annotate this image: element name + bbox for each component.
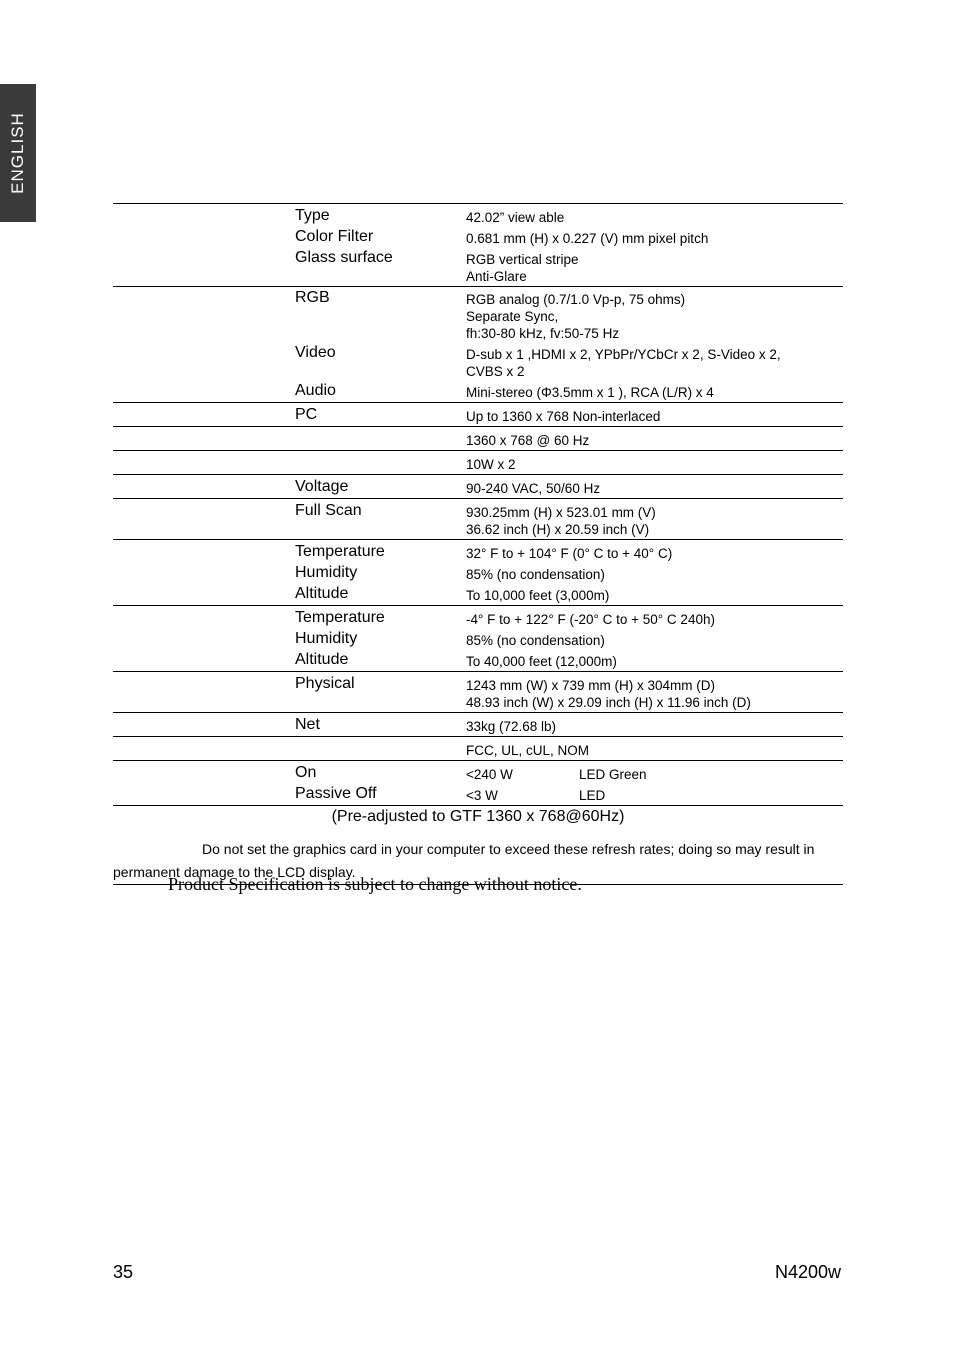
spec-value: To 10,000 feet (3,000m) [466,588,610,603]
subject-to-change-note: Product Specification is subject to change without notice. [168,874,582,894]
spec-row [113,499,843,540]
spec-value: 1360 x 768 @ 60 Hz [466,433,590,448]
spec-value: 85% (no condensation) [466,567,605,582]
spec-values [466,289,843,342]
spec-label: Full Scan [295,502,362,519]
spec-label: RGB [295,289,330,306]
spec-values [466,564,843,583]
spec-row [113,427,843,451]
spec-line [113,764,843,783]
spec-row [113,204,843,287]
spec-label: Glass surface [295,249,393,266]
spec-values [466,430,843,449]
spec-values [466,785,843,804]
spec-value: 1243 mm (W) x 739 mm (H) x 304mm (D) [466,678,716,693]
spec-values [466,228,843,247]
spec-label: Type [295,207,330,224]
spec-row [113,287,843,403]
spec-line [113,740,843,759]
spec-label: Altitude [295,585,349,602]
spec-label: Passive Off [295,785,377,802]
spec-line [113,289,843,342]
spec-line [113,430,843,449]
spec-value: 930.25mm (H) x 523.01 mm (V) [466,505,656,520]
spec-value: RGB vertical stripe [466,252,579,267]
spec-value: <240 W [466,767,513,782]
spec-value: 33kg (72.68 lb) [466,719,557,734]
spec-row [113,451,843,475]
spec-label: On [295,764,317,781]
spec-value: Mini-stereo (Φ3.5mm x 1 ), RCA (L/R) x 4 [466,385,714,400]
spec-line [113,249,843,285]
spec-label: Audio [295,382,336,399]
spec-label: Physical [295,675,355,692]
spec-value: 90-240 VAC, 50/60 Hz [466,481,601,496]
spec-row [113,475,843,499]
spec-label: Voltage [295,478,349,495]
spec-values [466,478,843,497]
spec-value: 42.02” view able [466,210,565,225]
spec-value: To 40,000 feet (12,000m) [466,654,617,669]
spec-values [466,543,843,562]
spec-line [113,406,843,425]
spec-value: Up to 1360 x 768 Non-interlaced [466,409,661,424]
spec-line [113,630,843,649]
spec-value: 36.62 inch (H) x 20.59 inch (V) [466,522,650,537]
spec-line [113,502,843,538]
spec-values [466,382,843,401]
spec-values [466,675,843,711]
spec-values [466,344,843,380]
spec-label: Temperature [295,609,385,626]
spec-values [466,716,843,735]
spec-line [113,543,843,562]
spec-line [113,716,843,735]
spec-line [113,228,843,247]
spec-row [113,672,843,713]
spec-line [113,609,843,628]
spec-values [466,502,843,538]
spec-row [113,403,843,427]
spec-values [466,454,843,473]
spec-row [113,540,843,606]
spec-values [466,585,843,604]
spec-value-led: LED Green [579,767,647,782]
spec-label: Temperature [295,543,385,560]
spec-line [113,675,843,711]
spec-label: Humidity [295,564,358,581]
spec-value: <3 W [466,788,498,803]
spec-line [113,564,843,583]
spec-label: Color Filter [295,228,374,245]
spec-label: Altitude [295,651,349,668]
spec-line [113,785,843,804]
spec-value: fh:30-80 kHz, fv:50-75 Hz [466,326,620,341]
page-number: 35 [113,1262,134,1282]
spec-value: Separate Sync, [466,309,559,324]
spec-value: Anti-Glare [466,269,527,284]
spec-values [466,651,843,670]
spec-value: RGB analog (0.7/1.0 Vp-p, 75 ohms) [466,292,686,307]
spec-value: 32° F to + 104° F (0° C to + 40° C) [466,546,673,561]
spec-value: CVBS x 2 [466,364,525,379]
spec-values [466,406,843,425]
warning-line-2: permanent damage to the LCD display. [113,864,356,880]
spec-line [113,382,843,401]
spec-table [113,203,843,885]
spec-line [113,344,843,380]
model-name: N4200w [774,1262,841,1282]
spec-value: 48.93 inch (W) x 29.09 inch (H) x 11.96 inch (D) [466,695,751,710]
spec-value-led: LED [579,788,606,803]
spec-row [113,737,843,761]
spec-values [466,207,843,226]
spec-label: PC [295,406,318,423]
language-tab-label: ENGLISH [8,112,27,194]
warning-line-1: Do not set the graphics card in your computer to exceed these refresh rates; doing so may result in [202,841,815,857]
spec-values [466,740,843,759]
spec-label: Net [295,716,320,733]
spec-row [113,761,843,806]
language-tab [0,84,36,222]
spec-line [113,478,843,497]
spec-values [466,249,843,285]
spec-values [466,764,843,783]
spec-line [113,454,843,473]
spec-label: Humidity [295,630,358,647]
spec-label: Video [295,344,336,361]
spec-values [466,630,843,649]
spec-row [113,606,843,672]
spec-value: 0.681 mm (H) x 0.227 (V) mm pixel pitch [466,231,709,246]
spec-line [113,585,843,604]
spec-value: 10W x 2 [466,457,516,472]
spec-value: D-sub x 1 ,HDMI x 2, YPbPr/YCbCr x 2, S-Video x 2, [466,347,781,362]
spec-line [113,207,843,226]
spec-value: -4° F to + 122° F (-20° C to + 50° C 240h) [466,612,715,627]
spec-row [113,713,843,737]
spec-line [113,651,843,670]
pre-adjusted-note: (Pre-adjusted to GTF 1360 x 768@60Hz) [331,808,625,825]
spec-value: 85% (no condensation) [466,633,605,648]
spec-value: FCC, UL, cUL, NOM [466,743,590,758]
spec-values [466,609,843,628]
